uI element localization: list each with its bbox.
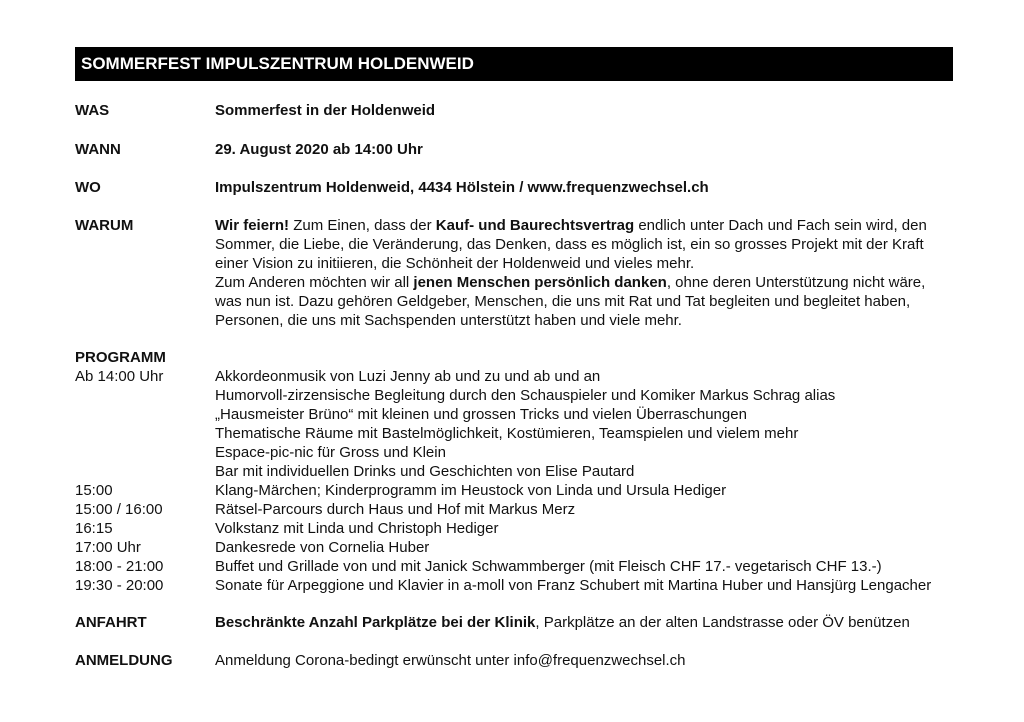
anmeldung-label: ANMELDUNG — [75, 652, 173, 669]
programm-text: Bar mit individuellen Drinks und Geschichten von Elise Pautard — [215, 463, 635, 480]
programm-time: 18:00 - 21:00 — [75, 558, 164, 575]
anmeldung-value: Anmeldung Corona-bedingt erwünscht unter info@frequenzwechsel.ch — [215, 652, 686, 669]
programm-heading: PROGRAMM — [75, 349, 166, 366]
warum-label: WARUM — [75, 217, 134, 234]
programm-item — [75, 386, 955, 405]
programm-item — [75, 576, 955, 595]
programm-text: Thematische Räume mit Bastelmöglichkeit, Kostümieren, Teamspielen und vielem mehr — [215, 425, 799, 442]
programm-text: Klang-Märchen; Kinderprogramm im Heustock von Linda und Ursula Hediger — [215, 482, 727, 499]
programm-text: Humorvoll-zirzensische Begleitung durch den Schauspieler und Komiker Markus Schrag alias — [215, 387, 836, 404]
programm-time: 15:00 / 16:00 — [75, 501, 163, 518]
anfahrt-value — [215, 613, 955, 632]
programm-time: 19:30 - 20:00 — [75, 577, 164, 594]
programm-item — [75, 557, 955, 576]
warum-paragraph-2 — [215, 273, 955, 330]
programm-text: Rätsel-Parcours durch Haus und Hof mit Markus Merz — [215, 501, 576, 518]
programm-item — [75, 367, 955, 386]
was-value: Sommerfest in der Holdenweid — [215, 102, 436, 119]
programm-text: Volkstanz mit Linda und Christoph Hediger — [215, 520, 499, 537]
anfahrt-bold: Beschränkte Anzahl Parkplätze bei der Klinik — [215, 614, 536, 631]
programm-text: „Hausmeister Brüno“ mit kleinen und grossen Tricks und vielen Überraschungen — [215, 406, 747, 423]
programm-time: 16:15 — [75, 520, 113, 537]
anfahrt-label: ANFAHRT — [75, 614, 147, 631]
wann-value: 29. August 2020 ab 14:00 Uhr — [215, 141, 423, 158]
programm-time: 15:00 — [75, 482, 113, 499]
was-label: WAS — [75, 102, 110, 119]
programm-item — [75, 424, 955, 443]
programm-item — [75, 500, 955, 519]
warum-text-4: , ohne deren Unterstützung nicht wäre, was nun ist. Dazu gehören Geldgeber, Menschen, die uns mit Rat und Tat begleiten und begleitet haben, Personen, die uns mit Sachspenden unterstützt haben und viele mehr. — [215, 274, 926, 329]
warum-text-3: Zum Anderen möchten wir all — [215, 274, 414, 291]
programm-text: Dankesrede von Cornelia Huber — [215, 539, 430, 556]
warum-text-2: endlich unter Dach und Fach sein wird, den Sommer, die Liebe, die Veränderung, das Denken, dass es möglich ist, ein so grosses Projekt mit der Kraft einer Vision zu initiieren, die Schönheit der Holdenweid und vieles mehr. — [215, 217, 927, 272]
warum-text — [215, 216, 955, 330]
programm-item — [75, 481, 955, 500]
wo-value: Impulszentrum Holdenweid, 4434 Hölstein / www.frequenzwechsel.ch — [215, 179, 709, 196]
warum-bold-2: Kauf- und Baurechtsvertrag — [435, 217, 635, 234]
programm-item — [75, 443, 955, 462]
programm-text: Buffet und Grillade von und mit Janick Schwammberger (mit Fleisch CHF 17.- vegetarisch CHF 13.-) — [215, 558, 882, 575]
warum-bold-1: Wir feiern! — [215, 217, 290, 234]
warum-paragraph-1 — [215, 216, 955, 273]
warum-bold-3: jenen Menschen persönlich danken — [413, 274, 667, 291]
programm-time: 17:00 Uhr — [75, 539, 141, 556]
wo-label: WO — [75, 179, 101, 196]
programm-item — [75, 519, 955, 538]
wann-label: WANN — [75, 141, 121, 158]
programm-item — [75, 462, 955, 481]
anfahrt-rest: , Parkplätze an der alten Landstrasse oder ÖV benützen — [535, 614, 910, 631]
programm-text: Espace-pic-nic für Gross und Klein — [215, 444, 446, 461]
page-title: SOMMERFEST IMPULSZENTRUM HOLDENWEID — [75, 47, 953, 81]
programm-item — [75, 538, 955, 557]
programm-item — [75, 405, 955, 424]
programm-text: Akkordeonmusik von Luzi Jenny ab und zu und ab und an — [215, 368, 601, 385]
programm-text: Sonate für Arpeggione und Klavier in a-moll von Franz Schubert mit Martina Huber und Hansjürg Lengacher — [215, 577, 932, 594]
programm-list — [75, 367, 955, 595]
programm-time: Ab 14:00 Uhr — [75, 368, 164, 385]
warum-text-1: Zum Einen, dass der — [289, 217, 436, 234]
